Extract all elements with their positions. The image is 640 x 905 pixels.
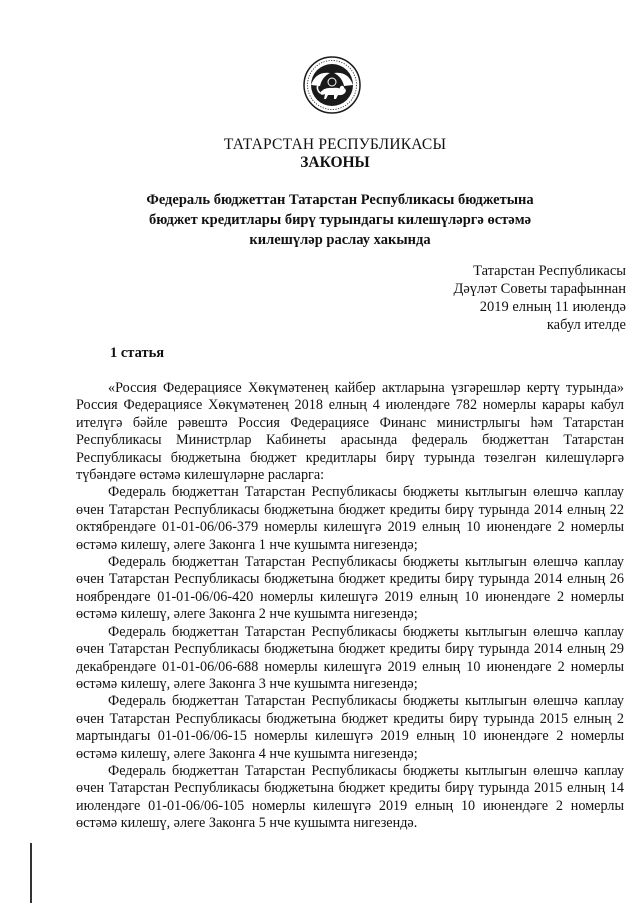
law-heading: ЗАКОНЫ [300,154,370,171]
title-line: килешүләр раслау хакында [249,232,431,248]
adoption-line: Татарстан Республикасы [473,263,626,279]
republic-heading: ТАТАРСТАН РЕСПУБЛИКАСЫ [223,136,447,153]
adoption-line: Дәүләт Советы тарафыннан [453,281,626,297]
title-line: бюджет кредитлары бирү турындагы килешүләргә өстәмә [148,212,532,228]
article-paragraph: Федераль бюджеттан Татарстан Республикасы бюджеты кытлыгын өлешчә каплау өчен Татарстан Республикасы бюджетына бюджет кредиты бирү турында 2015 елның 14 июлендәге 01-01-06/06-105 номерлы килешүгә 2019 елның 10 июнендәге 2 номерлы өстәмә килешү, әлеге Законга 5 нче кушымта нигезендә. [76,762,624,832]
law-title [140,190,540,250]
adoption-line: 2019 елның 11 июлендә [479,299,626,315]
article-paragraph: Федераль бюджеттан Татарстан Республикасы бюджеты кытлыгын өлешчә каплау өчен Татарстан Республикасы бюджетына бюджет кредиты бирү турында 2014 елның 29 декабрендәге 01-01-06/06-688 номерлы килешүгә 2019 елның 10 июнендәге 2 номерлы өстәмә килешү, әлеге Законга 3 нче кушымта нигезендә; [76,623,624,692]
adoption-line: кабул ителде [546,317,626,333]
scan-edge-line [30,843,32,903]
article-paragraph: Федераль бюджеттан Татарстан Республикасы бюджеты кытлыгын өлешчә каплау өчен Татарстан Республикасы бюджетына бюджет кредиты бирү турында 2015 елның 2 мартындагы 01-01-06/06-15 номерлы килешүгә 2019 елның 10 июнендәге 2 номерлы өстәмә килешү, әлеге Законга 4 нче кушымта нигезендә; [76,693,624,762]
title-line: Федераль бюджеттан Татарстан Республикасы бюджетына [146,192,534,208]
article-paragraph: Федераль бюджеттан Татарстан Республикасы бюджеты кытлыгын өлешчә каплау өчен Татарстан Республикасы бюджетына бюджет кредиты бирү турында 2014 елның 26 ноябрендәге 01-01-06/06-420 номерлы килешүгә 2019 елның 10 июнендәге 2 номерлы өстәмә килешү, әлеге Законга 2 нче кушымта нигезендә; [76,554,624,623]
adoption-block [366,262,626,334]
article-paragraph: Федераль бюджеттан Татарстан Республикасы бюджеты кытлыгын өлешчә каплау өчен Татарстан Республикасы бюджетына бюджет кредиты бирү турында 2014 елның 22 октябрендәге 01-01-06/06-379 номерлы килешүгә 2019 елның 10 июнендәге 2 номерлы өстәмә килешү, әлеге Законга 1 нче кушымта нигезендә; [76,484,624,553]
article-heading: 1 статья [110,345,165,361]
tatarstan-coat-of-arms-icon [302,55,362,115]
article-paragraph: «Россия Федерациясе Хөкүмәтенең кайбер актларына үзгәрешләр кертү турында» Россия Федерациясе Хөкүмәтенең 2018 елның 4 июлендәге 782 номерлы карары кабул ителүгә бәйле рәвештә Россия Федерациясе Финанс министрлыгы һәм Татарстан Республикасы Министрлар Кабинеты арасында федераль бюджеттан Татарстан Республикасы бюджетына бюджет кредитлары бирү турында төзелгән килешүләргә түбәндәге өстәмә килешүләрне расларга: [76,380,624,484]
article-body [76,380,624,833]
